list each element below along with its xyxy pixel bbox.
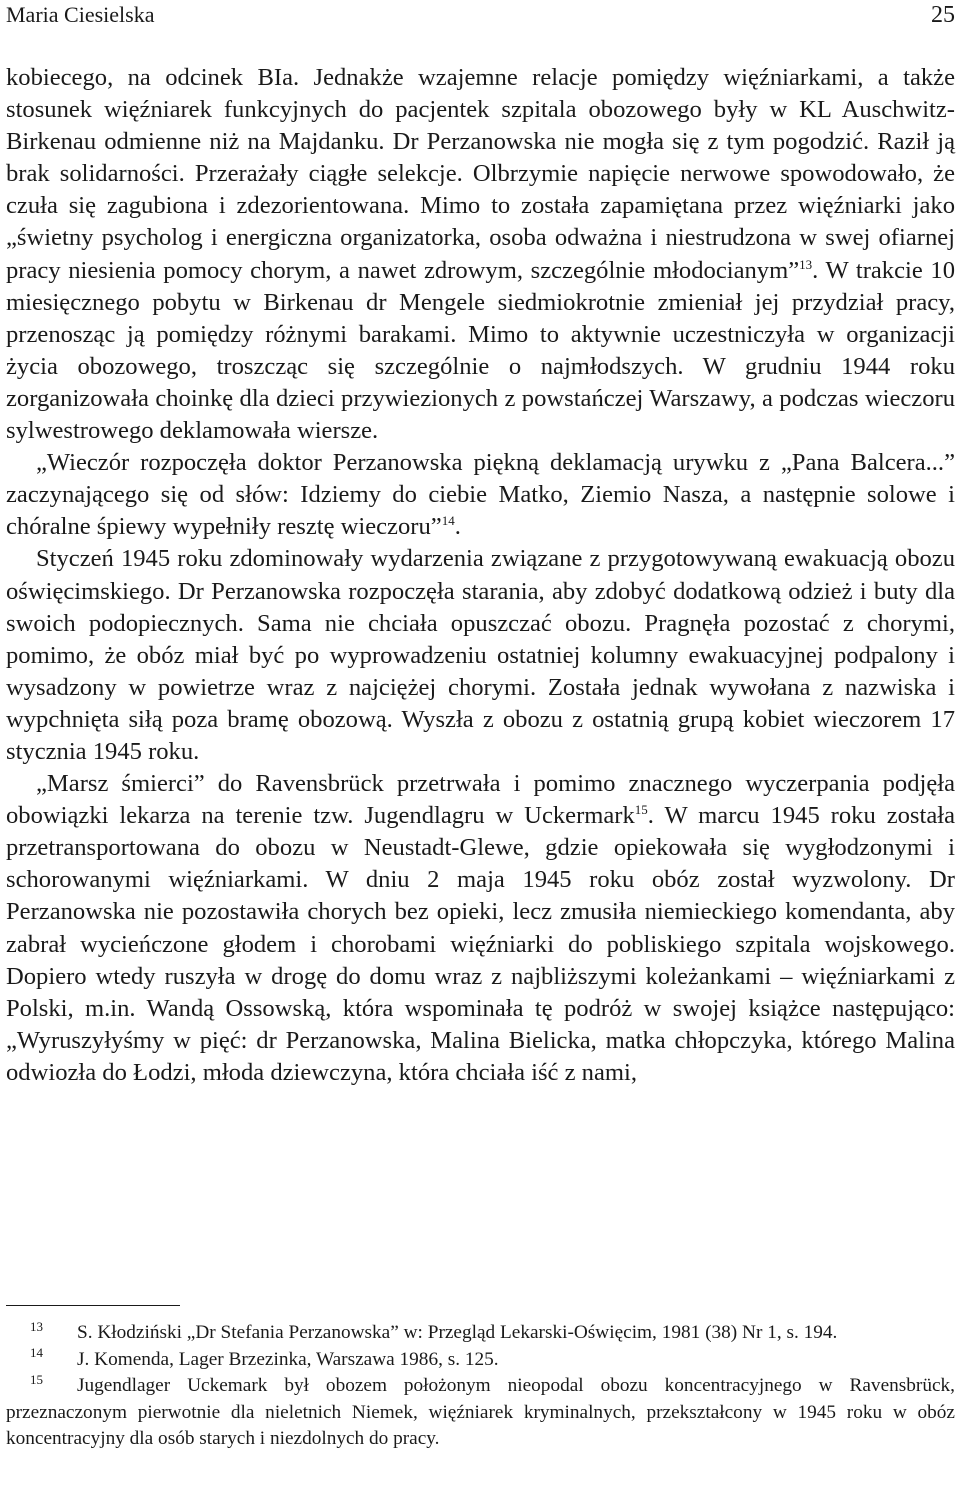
paragraph-1-text-cont: . W trakcie 10 miesięcznego pobytu w Birkenau dr Mengele siedmiokrotnie zmieniał jej przydział pracy, przenosząc ją pomiędzy różnymi barakami. Mimo to aktywnie uczestniczyła w organizacji życia obozowego, troszcząc się szczególnie o najmłodszych. W grudniu 1944 roku zorganizowała choinkę dla dzieci przywiezionych z powstańczej Warszawy, a podczas wieczoru sylwestrowego deklamowała wiersze.	[6, 256, 955, 445]
paragraph-3	[6, 543, 955, 768]
paragraph-4-text-cont: . W marcu 1945 roku została przetransportowana do obozu w Neustadt-Glewe, gdzie opiekowała się wygłodzonymi i schorowanymi więźniarkami. W dniu 2 maja 1945 roku obóz został wyzwolony. Dr Perzanowska nie pozostawiła chorych bez opieki, lecz zmusiła niemieckiego komendanta, aby zabrał wycieńczone głodem i chorobami więźniarki do pobliskiego szpitala wojskowego. Dopiero wtedy ruszyła w drogę do domu wraz z najbliższymi koleżankami – więźniarkami z Polski, m.in. Wandą Ossowską, która wspominała tę podróż w swojej książce następująco: „Wyruszyłyśmy w pięć: dr Perzanowska, Malina Bielicka, matka chłopczyka, którego Malina odwiozła do Łodzi, młoda dziewczyna, która chciała iść z nami,	[6, 802, 955, 1086]
paragraph-2-text-cont: .	[454, 513, 461, 541]
footnotes	[6, 1320, 955, 1453]
footnote-text: S. Kłodziński „Dr Stefania Perzanowska” w: Przegląd Lekarski-Oświęcim, 1981 (38) Nr 1, s. 194.	[77, 1322, 838, 1343]
paragraph-4-text: „Marsz śmierci” do Ravensbrück przetrwała i pomimo znacznego wyczerpania podjęła obowiązki lekarza na terenie tzw. Jugendlagru w Uckermark	[6, 770, 955, 830]
body-text	[6, 62, 955, 1089]
footnote-14: 14 J. Komenda, Lager Brzezinka, Warszawa 1986, s. 125.	[30, 1345, 499, 1370]
running-head-author: Maria Ciesielska	[6, 2, 155, 27]
footnote-text: J. Komenda, Lager Brzezinka, Warszawa 1986, s. 125.	[77, 1348, 499, 1370]
footnote-15: 15 Jugendlager Uckemark był obozem położonym nieopodal obozu koncentracyjnego w Ravensbrück, przeznaczonym pierwotnie dla nieletnich Niemek, więźniarek kryminalnych, przekształcony w 1945 roku w obóz koncentracyjny dla osób starych i niezdolnych do pracy.	[6, 1371, 955, 1449]
paragraph-3-text: Styczeń 1945 roku zdominowały wydarzenia związane z przygotowywaną ewakuacją obozu oświęcimskiego. Dr Perzanowska rozpoczęła starania, aby zdobyć dodatkową odzież i buty dla swoich podopiecznych. Sama nie chciała opuszczać obozu. Pragnęła pozostać z chorymi, pomimo, że obóz miał być po wyprowadzeniu ostatniej kolumny ewakuacyjnej podpalony i wysadzony w powietrze wraz z najciężej chorymi. Została jednak wywołana z nazwiska i wypchnięta siłą poza bramę obozową. Wyszła z obozu z ostatnią grupą kobiet wieczorem 17 stycznia 1945 roku.	[6, 545, 955, 765]
paragraph-1-text: kobiecego, na odcinek BIa. Jednakże wzajemne relacje pomiędzy więźniarkami, a także stosunek więźniarek funkcyjnych do pacjentek szpitala obozowego były w KL Auschwitz-Birkenau odmienne niż na Majdanku. Dr Perzanowska nie mogła się z tym pogodzić. Raził ją brak solidarności. Przerażały ciągłe selekcje. Olbrzymie napięcie nerwowe spowodowało, że czuła się zagubiona i zdezorientowana. Mimo to została zapamiętana przez więźniarki jako „świetny psycholog i energiczna organizatorka, osoba odważna i niestrudzona w swej ofiarnej pracy niesienia pomocy chorym, a nawet zdrowym, szczególnie młodocianym”	[6, 64, 955, 284]
paragraph-1	[6, 62, 955, 447]
paragraph-2	[6, 447, 955, 543]
page-number: 25	[931, 2, 955, 28]
footnote-ref-13[interactable]: 13	[799, 256, 813, 272]
paragraph-2-text: „Wieczór rozpoczęła doktor Perzanowska piękną deklamacją urywku z „Pana Balcera...” zaczynającego się od słów: Idziemy do ciebie Matko, Ziemio Nasza, a następnie solowe i chóralne śpiewy wypełniły resztę wieczoru”	[6, 449, 955, 541]
footnote-text: Jugendlager Uckemark był obozem położonym nieopodal obozu koncentracyjnego w Ravensbrück, przeznaczonym pierwotnie dla nieletnich Niemek, więźniarek kryminalnych, przekształcony w 1945 roku w obóz koncentracyjny dla osób starych i niezdolnych do pracy.	[6, 1375, 955, 1449]
footnote-13: 13 S. Kłodziński „Dr Stefania Perzanowska” w: Przegląd Lekarski-Oświęcim, 1981 (38) Nr 1, s. 194.	[30, 1318, 838, 1343]
footnote-ref-14[interactable]: 14	[441, 513, 455, 529]
paragraph-4	[6, 768, 955, 1089]
footnote-separator	[6, 1305, 180, 1306]
footnote-ref-15[interactable]: 15	[634, 801, 648, 817]
running-header	[6, 0, 955, 30]
